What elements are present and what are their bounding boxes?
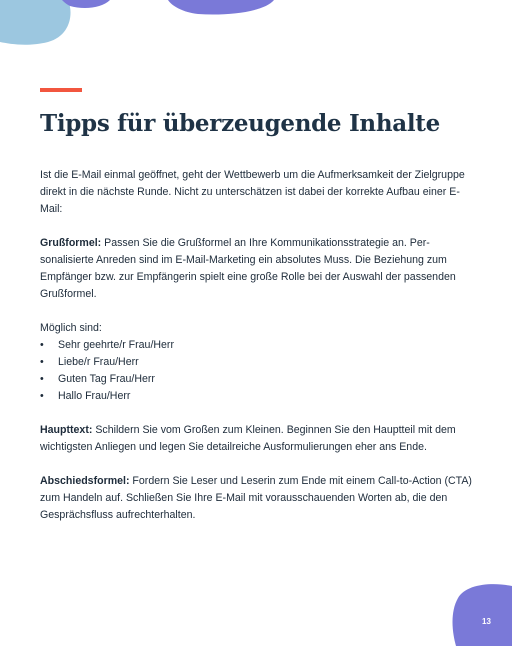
greeting-options-list xyxy=(40,337,472,405)
top-purple-blob-small xyxy=(62,0,112,12)
body-content xyxy=(40,167,472,524)
main-text-label: Haupttext: xyxy=(40,424,93,436)
options-intro: Möglich sind: xyxy=(40,322,102,334)
top-purple-blob xyxy=(168,0,278,16)
closing-paragraph xyxy=(40,473,472,524)
main-text-paragraph xyxy=(40,422,472,456)
page-number: 13 xyxy=(482,617,491,626)
accent-bar xyxy=(40,88,82,92)
closing-text: Fordern Sie Leser und Leserin zum Ende mit einem Call-to-Action (CTA) zum Handeln auf. Schließen Sie Ihre E-Mail mit vorausschauenden Worten ab, die den Gesprächsfluss aufrechterhalten. xyxy=(40,475,472,521)
intro-paragraph: Ist die E-Mail einmal geöffnet, geht der Wettbewerb um die Aufmerksamkeit der Zielgruppe direkt in die nächste Runde. Nicht zu unterschätzen ist dabei der korrekte Aufbau einer E-Mail: xyxy=(40,169,465,215)
greeting-label: Grußformel: xyxy=(40,237,102,249)
greeting-paragraph xyxy=(40,235,472,303)
list-item: • Guten Tag Frau/Herr xyxy=(40,371,472,388)
list-item: • Sehr geehrte/r Frau/Herr xyxy=(40,337,472,354)
page-title: Tipps für überzeugende Inhalte xyxy=(40,110,440,137)
list-item: • Liebe/r Frau/Herr xyxy=(40,354,472,371)
closing-label: Abschiedsformel: xyxy=(40,475,130,487)
list-item: • Hallo Frau/Herr xyxy=(40,388,472,405)
greeting-text: Passen Sie die Grußformel an Ihre Kommunikationsstrategie an. Personalisierte Anreden sind im E-Mail-Marketing ein absolutes Muss. Die Beziehung zum Empfänger bzw. zur Empfängerin spielt eine große Rolle bei der Auswahl der passenden Grußformel. xyxy=(40,237,456,300)
bottom-right-purple-blob xyxy=(452,584,512,646)
main-text-body: Schildern Sie vom Großen zum Kleinen. Beginnen Sie den Hauptteil mit dem wichtigsten Anliegen und legen Sie detailreiche Ausformulierungen eher ans Ende. xyxy=(40,424,456,453)
